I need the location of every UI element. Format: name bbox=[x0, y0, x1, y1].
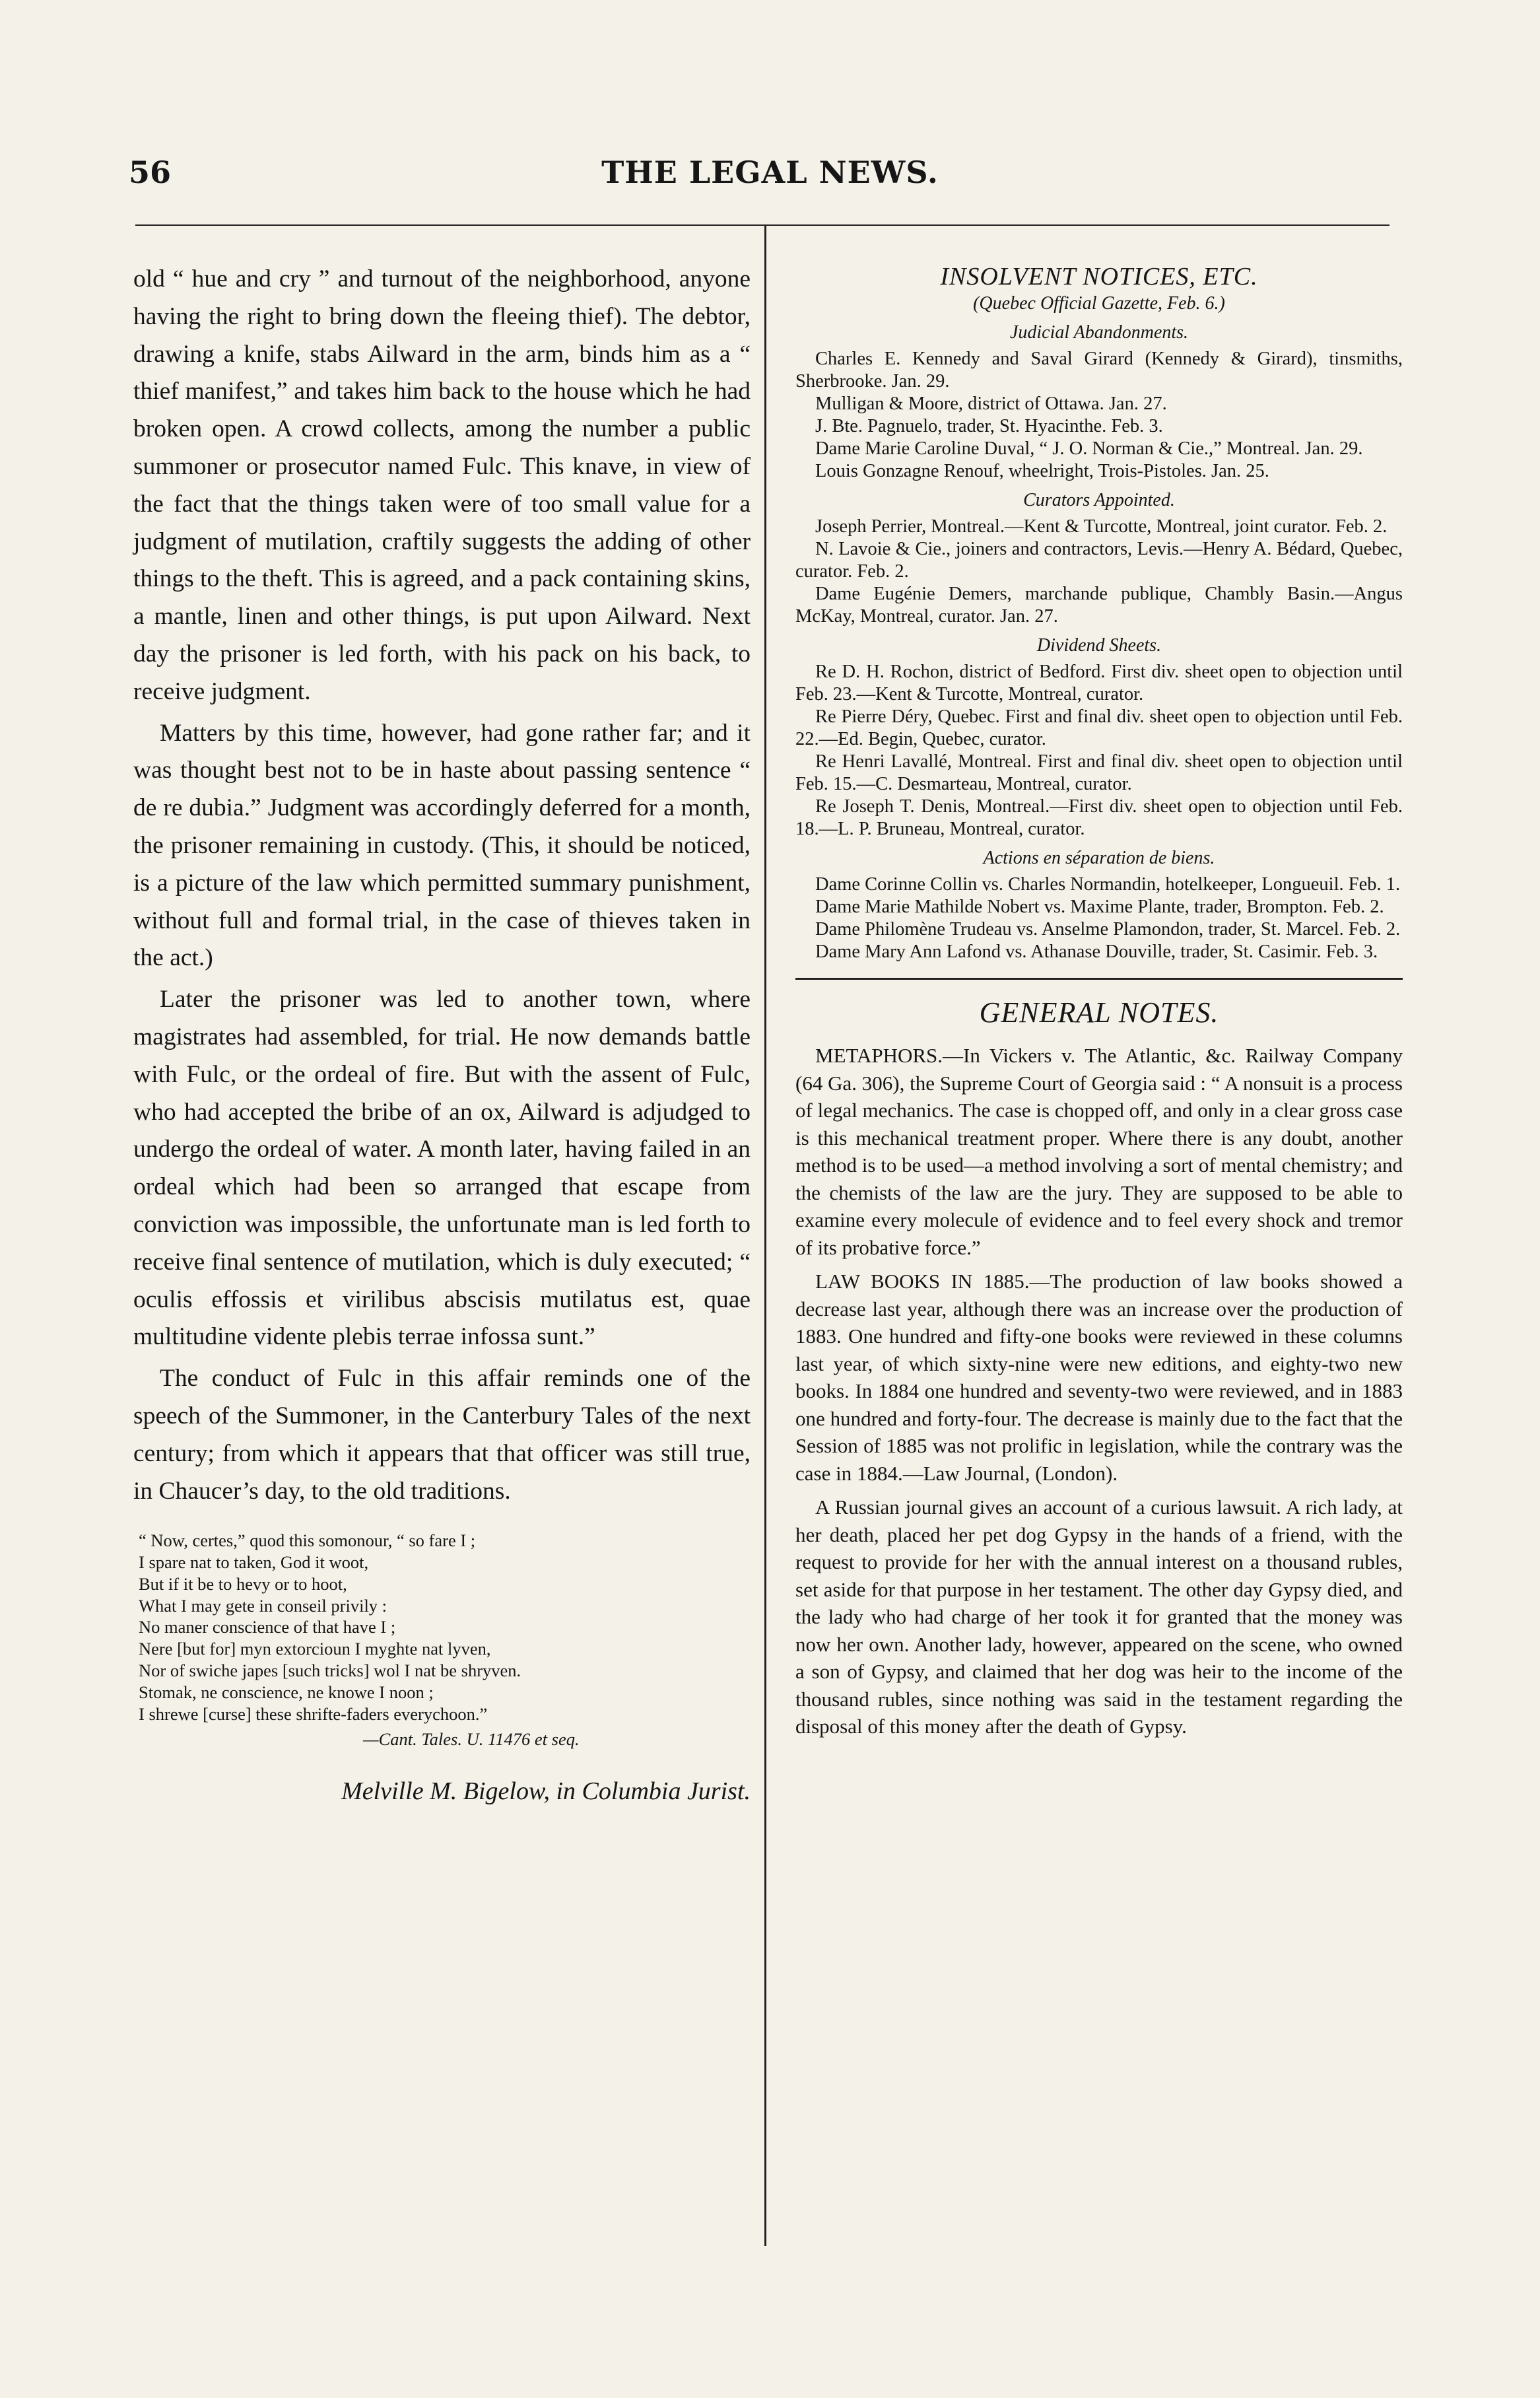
notice-entry: Mulligan & Moore, district of Ottawa. Jan. 27. bbox=[815, 394, 1167, 414]
subsection-title: Dividend Sheets. bbox=[1036, 635, 1162, 656]
notice-entry: Charles E. Kennedy and Saval Girard (Kennedy & Girard), tinsmiths, Sherbrooke. Jan. 29. bbox=[795, 349, 1403, 392]
verse-line: I shrewe [curse] these shrifte-faders everychoon.” bbox=[139, 1703, 488, 1724]
verse-citation: —Cant. Tales. U. 11476 et seq. bbox=[363, 1729, 580, 1750]
paragraph: Later the prisoner was led to another town, where magistrates had assembled, for trial. He now demands battle with Fulc, or the ordeal of fire. But with the assent of Fulc, who had accepted the bribe of an ox, Ailward is adjudged to undergo the ordeal of water. A month later, having failed in an ordeal which had been so arranged that escape from conviction was impossible, the unfortunate man is led forth to receive final sentence of mutilation, which is duly executed; “ oculis effossis et virilibus abscisis mutilatus est, quae multitudine vidente plebis terrae infossa sunt.” bbox=[133, 986, 751, 1351]
notice-entry: Dame Philomène Trudeau vs. Anselme Plamondon, trader, St. Marcel. Feb. 2. bbox=[815, 919, 1401, 940]
left-column bbox=[133, 261, 751, 1810]
paragraph: Matters by this time, however, had gone rather far; and it was thought best not to be in haste about passing sentence “ de re dubia.” Judgment was accordingly deferred for a month, the prisoner remaining in custody. (This, it should be noticed, is a picture of the law which permitted summary punishment, without full and formal trial, in the case of thieves taken in the act.) bbox=[133, 719, 751, 972]
author-signature: Melville M. Bigelow, in Columbia Jurist. bbox=[341, 1777, 751, 1806]
section-heading: INSOLVENT NOTICES, ETC. bbox=[940, 263, 1258, 291]
page-number: 56 bbox=[129, 154, 172, 190]
notice-entry: N. Lavoie & Cie., joiners and contractors, Levis.—Henry A. Bédard, Quebec, curator. Feb. 2. bbox=[795, 539, 1403, 582]
column-divider bbox=[764, 226, 766, 2246]
section-rule bbox=[795, 978, 1403, 980]
paragraph: The conduct of Fulc in this affair reminds one of the speech of the Summoner, in the Canterbury Tales of the next century; from which it appears that that officer was still true, in Chaucer’s day, to the old traditions. bbox=[133, 1365, 751, 1505]
notice-entry: Louis Gonzagne Renouf, wheelright, Trois-Pistoles. Jan. 25. bbox=[815, 461, 1269, 481]
notice-entry: Dame Corinne Collin vs. Charles Normandin, hotelkeeper, Longueuil. Feb. 1. bbox=[815, 874, 1401, 895]
verse-line: But if it be to hevy or to hoot, bbox=[139, 1573, 347, 1594]
note-paragraph: METAPHORS.—In Vickers v. The Atlantic, &c. Railway Company (64 Ga. 306), the Supreme Court of Georgia said : “ A nonsuit is a process of legal mechanics. The case is chopped off, and only in a clear gross case is this mechanical treatment proper. Where there is any doubt, another method is to be used—a method involving a sort of mental chemistry; and the chemists of the law are the jury. They are supposed to be able to examine every molecule of evidence and to feel every shock and tremor of its probative force.” bbox=[795, 1044, 1403, 1259]
right-column bbox=[795, 261, 1403, 1747]
notice-entry: Joseph Perrier, Montreal.—Kent & Turcotte, Montreal, joint curator. Feb. 2. bbox=[815, 516, 1388, 537]
notice-entry: Dame Marie Caroline Duval, “ J. O. Norman & Cie.,” Montreal. Jan. 29. bbox=[815, 438, 1363, 459]
page-title: THE LEGAL NEWS. bbox=[601, 154, 939, 190]
notice-entry: Dame Mary Ann Lafond vs. Athanase Douville, trader, St. Casimir. Feb. 3. bbox=[815, 942, 1378, 962]
note-paragraph: A Russian journal gives an account of a curious lawsuit. A rich lady, at her death, placed her pet dog Gypsy in the hands of a friend, with the request to provide for her with the annual interest on a thousand rubles, set aside for that purpose in her testament. The other day Gypsy died, and the lady who had charge of her took it for granted that the money was now her own. Another lady, however, appeared on the scene, who owned a son of Gypsy, and claimed that her dog was heir to the income of the thousand rubles, since nothing was said in the testament regarding the disposal of this money after the death of Gypsy. bbox=[795, 1495, 1403, 1738]
verse-quote bbox=[133, 1530, 751, 1750]
note-paragraph: LAW BOOKS IN 1885.—The production of law books showed a decrease last year, although there was an increase over the production of 1883. One hundred and fifty-one books were reviewed in these columns last year, of which sixty-nine were new editions, and eighty-two new books. In 1884 one hundred and seventy-two were reviewed, and in 1883 one hundred and forty-four. The decrease is mainly due to the fact that the Session of 1885 was not prolific in legislation, while the contrary was the case in 1884.—Law Journal, (London). bbox=[795, 1270, 1403, 1485]
notice-entry: J. Bte. Pagnuelo, trader, St. Hyacinthe. Feb. 3. bbox=[815, 416, 1163, 436]
notice-entry: Re Pierre Déry, Quebec. First and final div. sheet open to objection until Feb. 22.—Ed. Begin, Quebec, curator. bbox=[795, 706, 1403, 749]
subsection-title: Curators Appointed. bbox=[1023, 490, 1175, 510]
notice-entry: Dame Eugénie Demers, marchande publique, Chambly Basin.—Angus McKay, Montreal, curator. Jan. 27. bbox=[795, 584, 1403, 627]
verse-line: What I may gete in conseil privily : bbox=[139, 1595, 387, 1616]
verse-line: Nor of swiche japes [such tricks] wol I nat be shryven. bbox=[139, 1661, 521, 1681]
notice-entry: Re Henri Lavallé, Montreal. First and final div. sheet open to objection until Feb. 15.—C. Desmarteau, Montreal, curator. bbox=[795, 751, 1403, 794]
verse-line: Stomak, ne conscience, ne knowe I noon ; bbox=[139, 1682, 434, 1702]
notice-entry: Dame Marie Mathilde Nobert vs. Maxime Plante, trader, Brompton. Feb. 2. bbox=[815, 897, 1384, 917]
general-notes-heading: GENERAL NOTES. bbox=[979, 996, 1219, 1029]
subsection-title: Judicial Abandonments. bbox=[1009, 322, 1189, 343]
verse-line: I spare nat to taken, God it woot, bbox=[139, 1552, 369, 1573]
verse-line: Nere [but for] myn extorcioun I myghte nat lyven, bbox=[139, 1639, 491, 1659]
source-line: (Quebec Official Gazette, Feb. 6.) bbox=[973, 293, 1225, 314]
header-rule bbox=[135, 224, 1389, 226]
notice-entry: Re Joseph T. Denis, Montreal.—First div. sheet open to objection until Feb. 18.—L. P. Bruneau, Montreal, curator. bbox=[795, 796, 1403, 839]
verse-line: “ Now, certes,” quod this somonour, “ so fare I ; bbox=[139, 1530, 476, 1551]
subsection-title: Actions en séparation de biens. bbox=[983, 848, 1215, 868]
notice-entry: Re D. H. Rochon, district of Bedford. First div. sheet open to objection until Feb. 23.—Kent & Turcotte, Montreal, curator. bbox=[795, 662, 1403, 704]
verse-line: No maner conscience of that have I ; bbox=[139, 1617, 396, 1637]
paragraph: old “ hue and cry ” and turnout of the neighborhood, anyone having the right to bring down the fleeing thief). The debtor, drawing a knife, stabs Ailward in the arm, binds him as a “ thief manifest,” and takes him back to the house which he had broken open. A crowd collects, among the number a public summoner or prosecutor named Fulc. This knave, in view of the fact that the things taken were of too small value for a judgment of mutilation, craftily suggests the adding of other things to the theft. This is agreed, and a pack containing skins, a mantle, linen and other things, is put upon Ailward. Next day the prisoner is led forth, with his pack on his back, to receive judgment. bbox=[133, 265, 751, 705]
